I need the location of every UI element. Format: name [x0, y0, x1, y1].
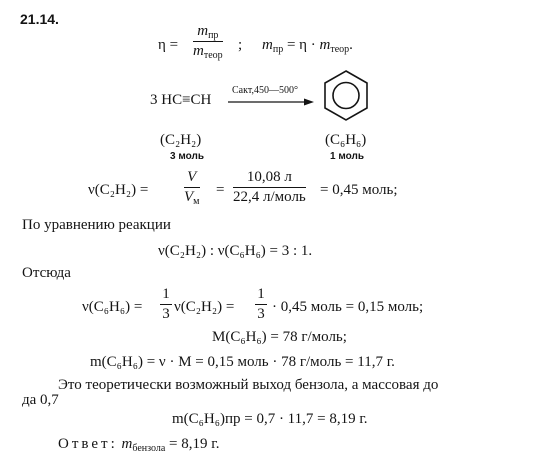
ratio-line: ν(C₂H₂) : ν(C₆H₆) = 3 : 1. — [158, 243, 313, 259]
eta-fraction-bar — [193, 41, 223, 42]
paragraph-line-1: Это теоретически возможный выход бензола, а массовая до — [58, 377, 439, 393]
v-numerator: V — [187, 169, 197, 185]
eta-fraction — [193, 23, 223, 59]
reaction-arrow — [226, 97, 316, 107]
answer-value: = 8,19 г. — [169, 436, 220, 452]
equals-sign: = — [216, 182, 225, 198]
one-third-fraction-1 — [160, 286, 172, 322]
answer-label: Ответ: — [58, 436, 118, 452]
paragraph-line-2: да 0,7 — [22, 392, 59, 408]
answer-line — [58, 437, 219, 452]
f1-numerator: 1 — [162, 286, 170, 302]
eta-denominator: $m_{теор}$ — [193, 42, 223, 61]
f1-bar — [160, 304, 172, 305]
reactant-formula: (C₂H₂) — [160, 132, 202, 148]
answer-m: m — [121, 436, 133, 452]
nu-c6h6-rest: · 0,45 моль = 0,15 моль; — [272, 299, 424, 315]
benzene-ring-icon — [320, 68, 372, 124]
mass-line: m(C₆H₆) = ν · M = 0,15 моль · 78 г/моль = 11,7 г. — [90, 354, 395, 370]
answer-sub: бензола — [132, 443, 166, 454]
nu-c2h2-label: ν(C₂H₂) = — [88, 182, 149, 198]
eta-numerator: $m_{пр}$ — [197, 23, 219, 41]
nu-c2h2-result: = 0,45 моль; — [320, 182, 398, 198]
problem-number: 21.14. — [20, 11, 59, 27]
product-amount: 1 моль — [330, 151, 364, 162]
vm-denominator: $V_м$ — [184, 188, 200, 207]
volume-fraction — [233, 169, 306, 205]
v-fraction-bar — [184, 187, 200, 188]
product-formula: (C₆H₆) — [325, 132, 367, 148]
eta-label: η = — [158, 37, 179, 53]
molar-mass-line: M(C₆H₆) = 78 г/моль; — [212, 329, 347, 345]
volume-numerator: 10,08 л — [246, 169, 292, 185]
hence-label: Отсюда — [22, 265, 71, 281]
eta-separator: ; — [238, 37, 243, 53]
nu-c6h6-label: ν(C₆H₆) = — [82, 299, 143, 315]
reaction-condition: Cакт,450—500° — [232, 85, 298, 96]
f2-bar — [255, 304, 267, 305]
reactant: 3 HC≡CH — [150, 92, 212, 108]
nu-c2h2-ref: ν(C₂H₂) = — [174, 299, 235, 315]
by-equation-label: По уравнению реакции — [22, 217, 171, 233]
one-third-fraction-2 — [255, 286, 267, 322]
volume-denominator: 22,4 л/моль — [233, 188, 306, 205]
practical-mass-line: m(C₆H₆)пр = 0,7 · 11,7 = 8,19 г. — [172, 411, 368, 427]
f2-numerator: 1 — [257, 286, 265, 302]
volume-fraction-bar — [233, 187, 306, 188]
m-practical-formula: $m_{пр} = \eta \cdot m_{теор}$. — [262, 37, 353, 55]
f2-denominator: 3 — [257, 305, 265, 322]
f1-denominator: 3 — [162, 305, 170, 322]
v-over-vm-fraction — [184, 169, 200, 205]
reactant-amount: 3 моль — [170, 151, 204, 162]
